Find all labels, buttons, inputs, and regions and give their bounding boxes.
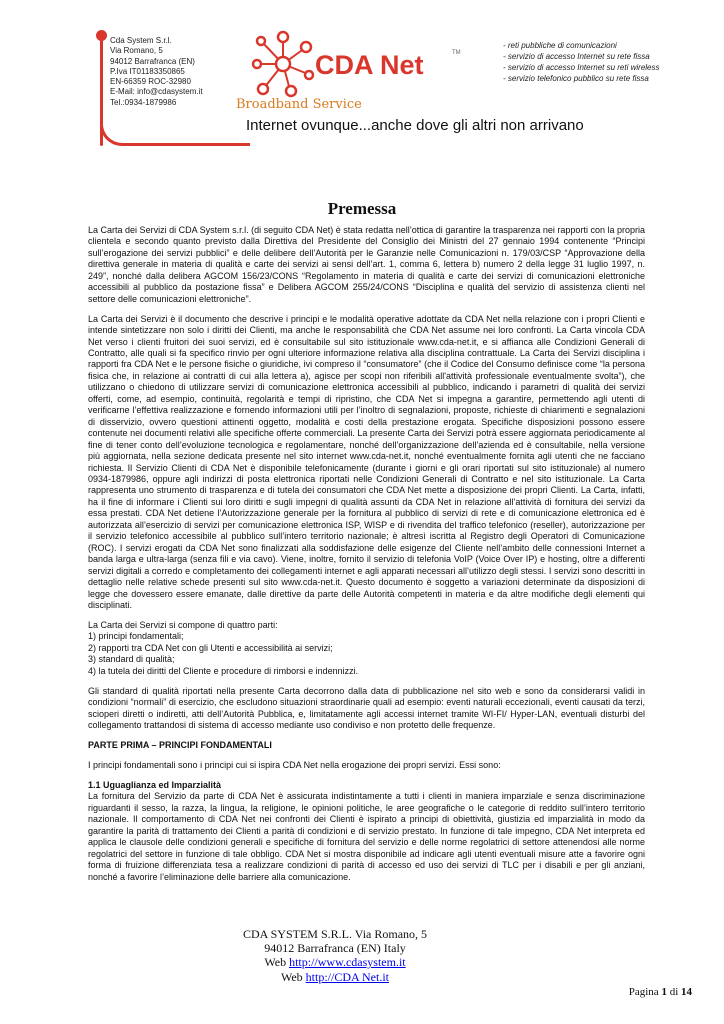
- address-line: Cda System S.r.l.: [110, 36, 172, 45]
- list-item: 2) rapporti tra CDA Net con gli Utenti e accessibilità ai servizi;: [88, 642, 333, 653]
- list-item: 4) la tutela dei diritti del Cliente e procedure di rimborsi e indennizzi.: [88, 665, 359, 676]
- service-item: - servizio di accesso Internet su rete fissa: [503, 52, 650, 61]
- paragraph: La Carta dei Servizi di CDA System s.r.l. (di seguito CDA Net) è stata redatta nell’ottica di garantire la trasparenza nei rapporti con la propria clientela e secondo quanto previsto dalla Direttiva del Presidente del Consiglio dei Ministri del 27 gennaio 1994 contenente “Principi sull’erogazione dei servizi pubblici” e delle delibere dell’Autorità per le Garanzie nelle Comunicazioni n. 179/03/CSP “Approvazione della direttiva generale in materia di qualità e carte dei servizi ai sensi dell’art. 1, comma 6, lettera b) numero 2 della legge 31 luglio 1997, n. 249”, nonché dalla delibera AGCOM 156/23/CONS “Regolamento in materia di qualità e carte dei servizi di comunicazioni elettroniche accessibili al pubblico da postazione fissa” e Delibera AGCOM 255/24/CONS “Disciplina e qualità del servizio di assistenza clienti nel settore delle comunicazioni elettroniche”.: [88, 225, 645, 304]
- service-item: - reti pubbliche di comunicazioni: [503, 41, 617, 50]
- page-title: Premessa: [327, 199, 397, 218]
- page-current: 1: [661, 986, 667, 998]
- footer-company: CDA SYSTEM S.R.L. Via Romano, 5: [242, 927, 428, 941]
- network-logo-icon: [250, 28, 316, 100]
- brand-name: CDA Net: [315, 50, 424, 80]
- page-of: di: [669, 986, 679, 998]
- footer-city: 94012 Barrafranca (EN) Italy: [264, 941, 406, 956]
- page-number: [629, 986, 692, 998]
- footer-web-row: [200, 955, 470, 969]
- list-item: 3) standard di qualità;: [88, 654, 175, 665]
- section-heading: 1.1 Uguaglianza ed Imparzialità: [88, 779, 222, 790]
- footer-web-row: [200, 970, 470, 984]
- letterhead: [0, 0, 724, 150]
- brand-subtitle: Broadband Service: [236, 97, 362, 112]
- trademark-label: TM: [452, 50, 461, 56]
- list-intro: La Carta dei Servizi si compone di quattro parti:: [88, 619, 278, 630]
- footer-web-label: Web: [264, 955, 287, 970]
- address-line: P.Iva IT01183350865: [110, 66, 185, 76]
- address-line: Tel.:0934-1879986: [110, 97, 177, 107]
- address-line: Via Romano, 5: [110, 46, 163, 56]
- paragraph: La fornitura del Servizio da parte di CDA Net è assicurata indistintamente a tutti i clienti in maniera imparziale e senza discriminazione riguardanti il sesso, la razza, la lingua, la religione, le opinioni politiche, le aree geografiche o le categorie di reddito sull’intero territorio nazionale. Il comportamento di CDA Net nei confronti dei Clienti è ispirato a principi di obiettività, giustizia ed imparzialità in modo da garantire la parità di trattamento dei Clienti a parità di condizioni e di servizio prestato. In funzione di tale impegno, CDA Net interpreta ed applica le clausole delle condizioni generali e specifiche di fornitura del servizio e delle norme regolatrici di settore attenendosi alle norme regolatrici del settore in funzione di tale obbligo. CDA Net si mostra disponibile ad indicare agli utenti eventuali misure atte a favorire ogni forma di fruizione differenziata tesa a realizzare condizioni di parità di accesso ed uso dei servizi di TLC per i disabili e per gli anziani, nonché a favorire l’eliminazione delle barriere alla comunicazione.: [88, 791, 645, 882]
- paragraph: I principi fondamentali sono i principi cui si ispira CDA Net nella erogazione dei propri servizi. Essi sono:: [88, 759, 501, 770]
- services-list: [503, 40, 660, 84]
- footer-web-label: Web: [280, 969, 303, 984]
- document-body: [88, 225, 645, 892]
- list-item: 1) principi fondamentali;: [88, 631, 184, 642]
- page-label: Pagina: [628, 986, 659, 998]
- paragraph: Gli standard di qualità riportati nella presente Carta decorrono dalla data di pubblicazione nel sito web e sono da considerarsi validi in condizioni “normali” di esercizio, che escludono situazioni straordinarie quali ad esempio: eventi naturali eccezionali, eventi causati da terzi, scioperi diretti o indiretti, atti dell’Autorità Pubblica, e, limitatamente agli accessi internet tramite WI-FI/ Hyper-LAN, eventuali disturbi del collegamento trattandosi di sistema di accesso mediante uso condiviso e non protetto delle frequenze.: [88, 685, 645, 731]
- service-item: - servizio telefonico pubblico su rete fissa: [503, 74, 649, 83]
- page-total: 14: [681, 986, 692, 998]
- parts-list: [88, 631, 645, 677]
- part-heading: PARTE PRIMA – PRINCIPI FONDAMENTALI: [88, 740, 272, 751]
- service-item: - servizio di accesso Internet su reti wireless: [503, 63, 660, 72]
- company-address: [110, 36, 203, 108]
- decorative-curve: [100, 112, 250, 146]
- paragraph: La Carta dei Servizi è il documento che descrive i principi e le modalità operative adottate da CDA Net nella relazione con i propri Clienti e intende sintetizzare non solo i diritti dei Clienti, ma anche le responsabilità che CDA Net assume nei loro confronti. La Carta vincola CDA Net verso i clienti fruitori dei suoi servizi, ed è consultabile sul sito istituzionale www.cda-net.it, e si affianca alle Condizioni Generali di Contratto, alle quali si fa specifico rinvio per ogni ulteriore informazione relativa alla disciplina contrattuale. La Carta dei Servizi disciplina i rapporti fra CDA Net e le persone fisiche o giuridiche, ivi compreso il “consumatore” (che il Codice del Consumo definisce come “la persona fisica che, in relazione ai contratti di cui alla lettera a), agisce per scopi non riferibili all'attività professionale eventualmente svolta”), che utilizzano o chiedono di utilizzare servizi di comunicazione elettronica accessibili al pubblico, indicando i parametri di qualità dei servizi offerti, come, ad esempio, continuità, regolarità e tempi di ripristino, che CDA Net si impegna a garantire, permettendo agli utenti di verificarne l’effettiva realizzazione e fornendo informazioni utili per l’inoltro di segnalazioni, proposte, richieste di chiarimenti e segnalazioni di disservizio, ovvero questioni attinenti oggetto, modalità e costi della prestazione erogata. Specifiche disposizioni possono essere contenute nei documenti relativi alle specifiche offerte commerciali. La presente Carta dei Servizi potrà essere aggiornata periodicamente al fine di tener conto dell’evoluzione tecnologica e regolamentare, nonché dell’organizzazione dell’azienda ed è consultabile, nella versione più aggiornata, nella sezione dedicata presente nel sito internet www.cda-net.it, nonché eventualmente fornita agli utenti che ne facciano richiesta. Il Servizio Clienti di CDA Net è disponibile telefonicamente (durante i giorni e gli orari riportati sul sito istituzionale) al numero 0934-1879986, oppure agli indirizzi di posta elettronica riportati nelle Condizioni Generali di Contratto e nel sito istituzionale. La Carta rappresenta uno strumento di trasparenza e di tutela dei consumatori che CDA Net mette a disposizione dei propri Clienti. La Carta, infatti, ha il fine di informare i Clienti sui loro diritti e sugli impegni di qualità assunti da CDA Net in relazione all’attività di fornitura dei servizi da essa prestati. CDA Net detiene l’Autorizzazione generale per la fornitura al pubblico di servizi di rete e di comunicazione elettronica ed è autorizzata all’esercizio di servizi per comunicazione elettronica ISP, WISP e di rivendita del traffico telefonico (reseller), autorizzazione per il servizio telefonico accessibile al pubblico sull’intero territorio nazionale; è altresì iscritta al Registro degli Operatori di Comunicazione (ROC). I servizi erogati da CDA Net sono finalizzati alla soddisfazione delle esigenze del Cliente nell’ambito delle connessioni Internet a banda larga e ultra-larga (senza fili e via cavo). Viene, inoltre, fornito il servizio di telefonia VoIP (Voice Over IP) e hosting, oltre a differenti servizi digitali a corredo e completamento dei collegamenti internet e agli apparati necessari all’utilizzo degli stessi. I servizi sono descritti in dettaglio nelle relative schede presenti sul sito www.cda-net.it. Questo documento è soggetto a variazioni determinate da disposizioni di legge che dovessero essere emanate, dalle direttive da parte delle Autorità competenti in materia e da altre modifiche degli elementi qui disciplinati.: [88, 313, 645, 610]
- footer: [200, 927, 470, 984]
- brand-tagline: Internet ovunque...anche dove gli altri non arrivano: [246, 117, 584, 134]
- address-line: EN-66359 ROC-32980: [110, 77, 191, 87]
- address-line: 94012 Barrafranca (EN): [110, 56, 195, 66]
- address-line: E-Mail: info@cdasystem.it: [110, 87, 203, 97]
- footer-web-link[interactable]: http://www.cdasystem.it: [289, 955, 406, 970]
- footer-web-link[interactable]: http://CDA Net.it: [305, 969, 390, 984]
